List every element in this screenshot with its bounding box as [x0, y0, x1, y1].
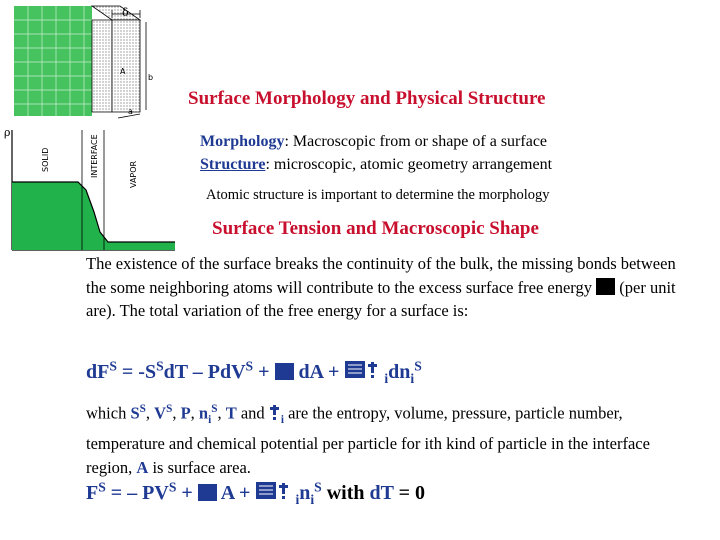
eq-term: F [86, 482, 99, 504]
paragraph-text: which [86, 403, 131, 423]
eq-sup: S [98, 479, 106, 495]
paragraph-text: , [145, 403, 155, 423]
surface-energy-equation [86, 478, 425, 508]
definition-structure [200, 156, 552, 174]
definition-separator: : [284, 133, 289, 150]
area-label-a-cap: A [120, 67, 126, 76]
definition-morphology [200, 133, 547, 151]
definition-text: microscopic, atomic geometry arrangement [269, 156, 553, 173]
gamma-symbol-icon [275, 363, 294, 380]
eq-term: A + [216, 482, 256, 504]
paragraph-text: (per unit are). The total variation of the free energy for a surface is: [86, 277, 676, 320]
free-energy-equation [86, 357, 422, 387]
dimension-label-a: a [128, 107, 133, 116]
eq-term: dA + [293, 361, 345, 383]
definition-term: Morphology [200, 133, 285, 150]
eq-sup: S [109, 358, 117, 374]
vapor-region-label: VAPOR [129, 160, 138, 188]
gamma-symbol-icon [596, 278, 615, 295]
variables-paragraph [86, 397, 676, 480]
eq-sup: S [414, 358, 422, 374]
var-v: V [154, 403, 167, 423]
var-s: S [130, 403, 140, 423]
var-sub: i [208, 413, 212, 426]
eq-sub: i [295, 492, 300, 507]
var-sup: S [166, 403, 173, 415]
eq-term: = 0 [393, 482, 426, 504]
density-profile-figure [0, 122, 180, 262]
sum-mu-symbol-icon [255, 478, 295, 502]
delta-label: δ [122, 6, 129, 19]
interface-region-label: INTERFACE [90, 134, 99, 178]
eq-term: dF [86, 361, 110, 383]
definition-term: Structure [200, 156, 266, 173]
interface-slab-top [92, 6, 140, 20]
mu-symbol-icon [269, 402, 281, 422]
eq-sup: S [156, 358, 164, 374]
var-sup: S [139, 403, 146, 415]
eq-term: dn [388, 361, 411, 383]
eq-term: dT [369, 482, 394, 504]
bulk-region-grid [14, 6, 92, 116]
eq-term: dT – PdV [163, 361, 246, 383]
eq-sub: i [310, 492, 315, 507]
paragraph-text: and [236, 403, 269, 423]
var-a: A [136, 457, 149, 477]
eq-term: = – PV [105, 482, 169, 504]
eq-sup: S [245, 358, 254, 374]
page-title: Surface Morphology and Physical Structure [188, 88, 546, 109]
eq-term: n [299, 482, 311, 504]
section-title: Surface Tension and Macroscopic Shape [212, 218, 539, 239]
morphology-note: Atomic structure is important to determine the morphology [206, 187, 550, 203]
var-sup: S [211, 403, 218, 415]
eq-term: = -S [116, 361, 157, 383]
interface-slab-front [92, 20, 112, 112]
var-t: T [225, 403, 237, 423]
eq-sup: S [168, 479, 177, 495]
paragraph-text: The existence of the surface breaks the continuity of the bulk, the missing bonds between the some neighboring atoms will contribute to the excess surface free energy [86, 254, 676, 297]
paragraph-text: is surface area. [148, 457, 251, 477]
eq-sup: S [314, 479, 322, 495]
solid-region-label: SOLID [41, 147, 50, 172]
paragraph-text: are the entropy, volume, pressure, particle number, temperature and chemical potential per particle for ith kind of particle in the interface region, [86, 403, 650, 477]
sum-mu-symbol-icon [344, 357, 384, 381]
intro-paragraph [86, 252, 676, 323]
y-axis-label: ρ [4, 126, 11, 139]
paragraph-text: , [172, 403, 181, 423]
eq-sub: i [410, 371, 415, 386]
eq-term: + [253, 361, 275, 383]
definition-separator: : [265, 156, 270, 173]
paragraph-text: , [217, 403, 226, 423]
var-n: n [198, 403, 209, 423]
var-sub: i [280, 413, 284, 426]
definition-text: Macroscopic from or shape of a surface [288, 133, 548, 150]
eq-with: with [321, 482, 370, 504]
eq-sub: i [384, 371, 389, 386]
var-p: P [180, 403, 191, 423]
interface-slab-figure [0, 0, 180, 120]
interface-slab-side [112, 20, 140, 112]
density-profile-fill [12, 182, 175, 250]
paragraph-text: , [190, 403, 199, 423]
dimension-label-b: b [148, 73, 154, 82]
gamma-symbol-icon [198, 484, 217, 501]
eq-term: + [176, 482, 198, 504]
